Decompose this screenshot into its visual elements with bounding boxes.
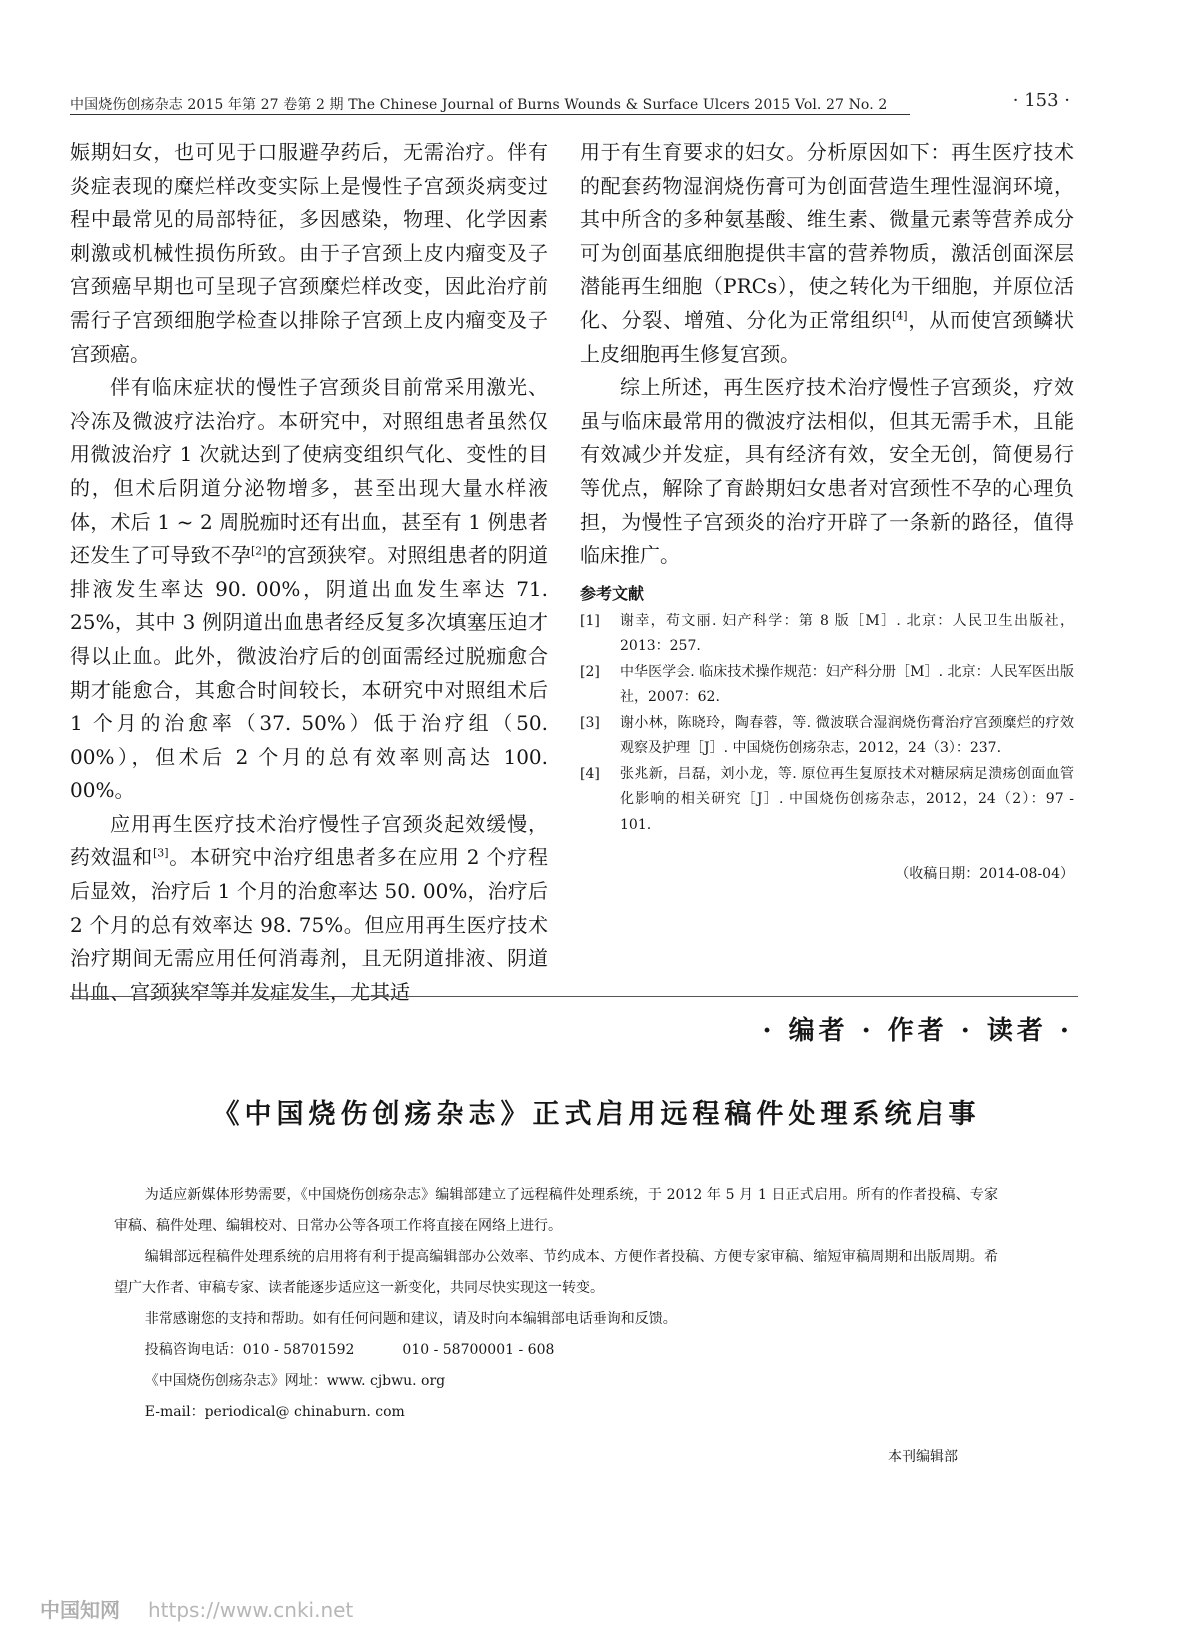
citation-ref[interactable]: [4] <box>892 309 908 323</box>
notice-phone-line <box>114 1335 998 1366</box>
reference-number: [2] <box>580 663 600 680</box>
left-paragraph-1: 娠期妇女，也可见于口服避孕药后，无需治疗。伴有炎症表现的糜烂样改变实际上是慢性子宫颈炎病变过程中最常见的局部特征，多因感染，物理、化学因素刺激或机械性损伤所致。由于子宫颈上皮内瘤变及子宫颈癌早期也可呈现子宫颈糜烂样改变，因此治疗前需行子宫颈细胞学检查以排除子宫颈上皮内瘤变及子宫颈癌。 <box>70 140 548 366</box>
reference-text: 谢幸，苟文丽. 妇产科学：第 8 版［M］. 北京：人民卫生出版社，2013：257. <box>620 612 1074 655</box>
reference-list <box>580 609 1074 839</box>
notice-email[interactable]: E-mail：periodical@ chinaburn. com <box>144 1404 405 1420</box>
cnki-watermark <box>40 1594 353 1624</box>
journal-citation-line: 中国烧伤创疡杂志 2015 年第 27 卷第 2 期 The Chinese Journal of Burns Wounds & Surface Ulcers 2015 Vol. 27 No. 2 <box>70 97 888 113</box>
left-paragraph-3: 应用再生医疗技术治疗慢性子宫颈炎起效缓慢，药效温和[3]。本研究中治疗组患者多在应用 2 个疗程后显效，治疗后 1 个月的治愈率达 50. 00%，治疗后 2 个月的总有效率达 98. 75%。但应用再生医疗技术治疗期间无需应用任何消毒剂，且无阴道排液、阴道出血、宫颈狭窄等并发症发生，尤其适 <box>70 811 548 1004</box>
notice-title: 《中国烧伤创疡杂志》正式启用远程稿件处理系统启事 <box>212 1099 981 1130</box>
reference-text: 中华医学会. 临床技术操作规范：妇产科分册［M］. 北京：人民军医出版社，2007：62. <box>620 663 1074 706</box>
reference-text: 谢小林，陈晓玲，陶春蓉，等. 微波联合湿润烧伤膏治疗宫颈糜烂的疗效观察及护理［J］. 中国烧伤创疡杂志，2012，24（3）：237. <box>620 714 1074 757</box>
right-paragraph-1: 用于有生育要求的妇女。分析原因如下：再生医疗技术的配套药物湿润烧伤膏可为创面营造生理性湿润环境，其中所含的多种氨基酸、维生素、微量元素等营养成分可为创面基底细胞提供丰富的营养物质，激活创面深层潜能再生细胞（PRCs），使之转化为干细胞，并原位活化、分裂、增殖、分化为正常组织[4]，从而使宫颈鳞状上皮细胞再生修复宫颈。 <box>580 140 1075 366</box>
column-label: · 编者 · 作者 · 读者 · <box>762 1016 1073 1046</box>
references-heading: 参考文献 <box>580 583 645 603</box>
page-number: · 153 · <box>1012 90 1070 111</box>
citation-ref[interactable]: [3] <box>152 846 169 860</box>
reference-item <box>580 609 1074 660</box>
received-date: （收稿日期：2014-08-04） <box>895 866 1074 883</box>
notice-website[interactable]: 《中国烧伤创疡杂志》网址：www. cjbwu. org <box>144 1373 446 1389</box>
phone-number-1: 投稿咨询电话：010 - 58701592 <box>144 1342 355 1358</box>
citation-ref[interactable]: [2] <box>250 544 267 558</box>
phone-number-2: 010 - 58700001 - 608 <box>402 1342 555 1358</box>
reference-text: 张兆新，吕磊，刘小龙，等. 原位再生复原技术对糖尿病足溃疡创面血管化影响的相关研究［J］. 中国烧伤创疡杂志，2012，24（2）：97 - 101. <box>620 765 1074 833</box>
cnki-url[interactable]: https://www.cnki.net <box>148 1598 354 1622</box>
notice-paragraph-1: 为适应新媒体形势需要，《中国烧伤创疡杂志》编辑部建立了远程稿件处理系统，于 2012 年 5 月 1 日正式启用。所有的作者投稿、专家审稿、稿件处理、编辑校对、日常办公等各项工作将直接在网络上进行。 <box>114 1187 998 1234</box>
right-paragraph-2: 综上所述，再生医疗技术治疗慢性子宫颈炎，疗效虽与临床最常用的微波疗法相似，但其无需手术，且能有效减少并发症，具有经济有效，安全无创，简便易行等优点，解除了育龄期妇女患者对宫颈性不孕的心理负担，为慢性子宫颈炎的治疗开辟了一条新的路径，值得临床推广。 <box>580 375 1074 568</box>
reference-number: [1] <box>580 612 600 629</box>
reference-item <box>580 660 1074 711</box>
reference-item <box>580 711 1074 762</box>
left-column <box>70 136 548 1009</box>
notice-paragraph-3: 非常感谢您的支持和帮助。如有任何问题和建议，请及时向本编辑部电话垂询和反馈。 <box>144 1311 677 1327</box>
reference-number: [4] <box>580 765 600 782</box>
reference-item <box>580 762 1074 839</box>
notice-body <box>114 1180 998 1473</box>
notice-paragraph-2: 编辑部远程稿件处理系统的启用将有利于提高编辑部办公效率、节约成本、方便作者投稿、方便专家审稿、缩短审稿周期和出版周期。希望广大作者、审稿专家、读者能逐步适应这一新变化，共同尽快实现这一转变。 <box>114 1249 998 1296</box>
section-divider <box>70 996 1078 997</box>
right-column <box>580 136 1074 886</box>
cnki-logo-text: 中国知网 <box>40 1598 120 1622</box>
running-header <box>70 90 1070 116</box>
left-paragraph-2: 伴有临床症状的慢性子宫颈炎目前常采用激光、冷冻及微波疗法治疗。本研究中，对照组患者虽然仅用微波治疗 1 次就达到了使病变组织气化、变性的目的，但术后阴道分泌物增多，甚至出现大量水样液体，术后 1 ~ 2 周脱痂时还有出血，甚至有 1 例患者还发生了可导致不孕[2]的宫颈狭窄。对照组患者的阴道排液发生率达 90. 00%，阴道出血发生率达 71. 25%，其中 3 例阴道出血患者经反复多次填塞压迫才得以止血。此外，微波治疗后的创面需经过脱痂愈合期才能愈合，其愈合时间较长，本研究中对照组术后 1 个月的治愈率（37. 50%）低于治疗组（50. 00%），但术后 2 个月的总有效率则高达 100. 00%。 <box>70 375 549 803</box>
reference-number: [3] <box>580 714 600 731</box>
notice-signature: 本刊编辑部 <box>888 1449 958 1465</box>
header-rule <box>70 114 910 115</box>
